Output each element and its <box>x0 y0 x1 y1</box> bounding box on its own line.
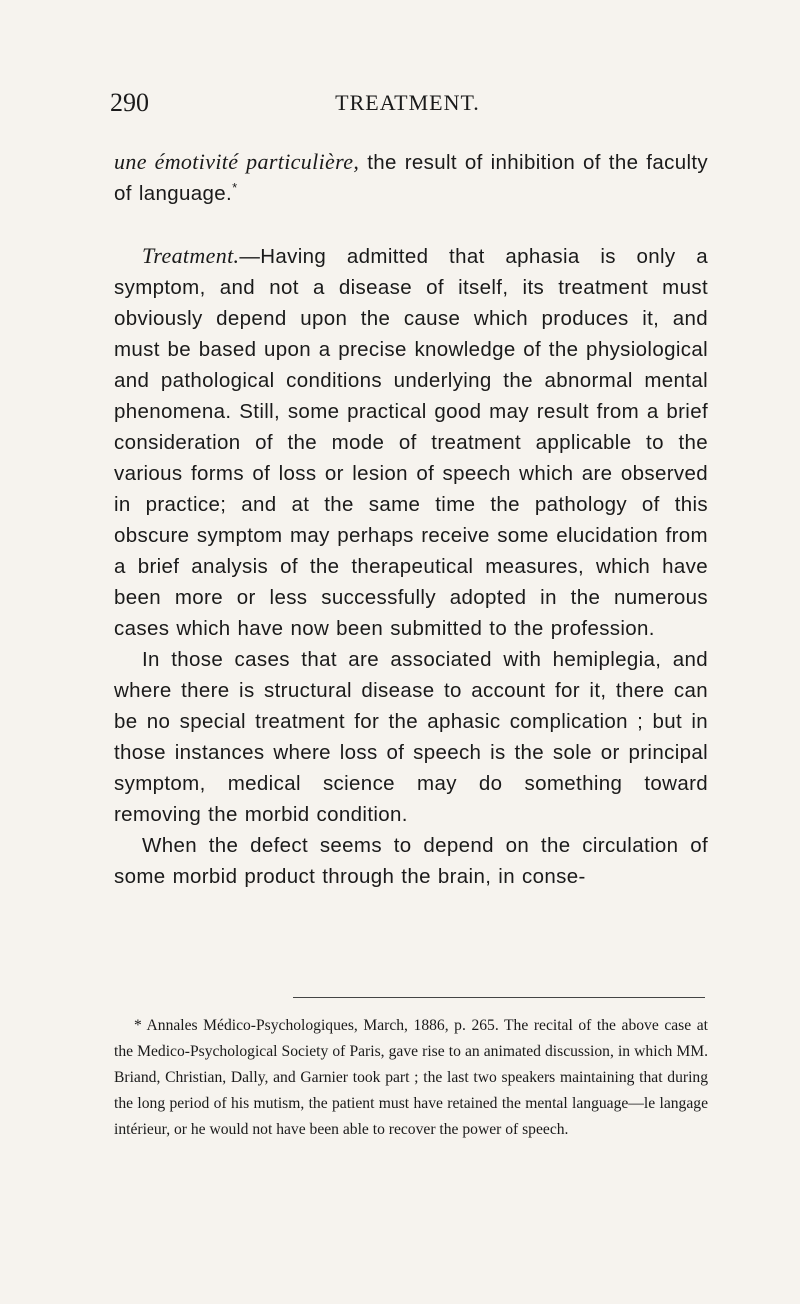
french-phrase: une émotivité particulière, <box>114 149 360 174</box>
footnote <box>114 1013 708 1143</box>
treatment-text: —Having admitted that aphasia is only a symptom, and not a disease of itself, its treatment must obviously depend upon the cause which produces it, and must be based upon a precise knowledge of the physiological and pathological conditions underlying the abnormal mental phenomena. Still, some practical good may result from a brief consideration of the mode of treatment applicable to the various forms of loss or lesion of speech which are observed in practice; and at the same time the pathology of this obscure symptom may perhaps receive some elucidation from a brief analysis of the therapeutical measures, which have been more or less successfully adopted in the numerous cases which have now been submitted to the profession. <box>114 245 708 640</box>
page-header <box>110 88 705 120</box>
body-text <box>114 146 708 892</box>
hemiplegia-paragraph: In those cases that are associated with hemiplegia, and where there is structural disease to account for it, there can be no special treatment for the aphasic complication ; but in those instances where loss of speech is the sole or principal symptom, medical science may do something toward removing the morbid condition. <box>114 648 708 826</box>
continuation-text: the result of inhibition of the faculty of language. <box>114 151 708 205</box>
page-number: 290 <box>110 88 149 117</box>
footnote-divider <box>293 997 705 998</box>
treatment-paragraph <box>114 240 708 644</box>
circulation-paragraph: When the defect seems to depend on the circulation of some morbid product through the brain, in conse- <box>114 834 708 888</box>
footnote-reference: * <box>232 180 238 196</box>
footnote-text: * Annales Médico-Psychologiques, March, 1886, p. 265. The recital of the above case at the Medico-Psychological Society of Paris, gave rise to an animated discussion, in which MM. Briand, Christian, Dally, and Garnier took part ; the last two speakers maintaining that during the long period of his mutism, the patient must have retained the mental language—le langage intérieur, or he would not have been able to recover the power of speech. <box>114 1017 708 1138</box>
running-head: TREATMENT. <box>335 90 480 115</box>
section-heading: Treatment. <box>142 243 240 268</box>
continuation-paragraph <box>114 146 708 209</box>
